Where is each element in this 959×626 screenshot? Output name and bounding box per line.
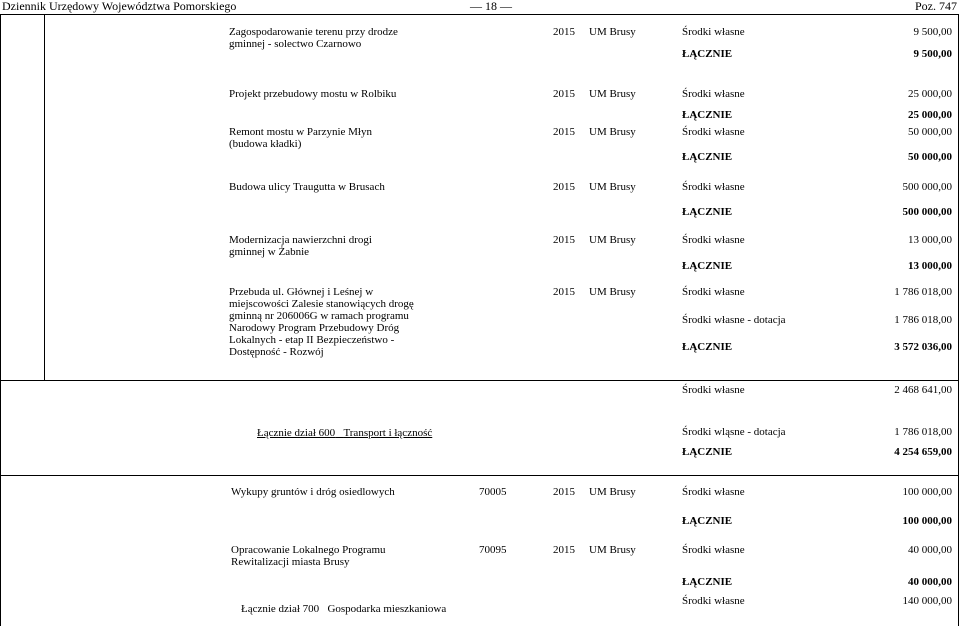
total-amount: 13 000,00 [908,260,952,272]
funding-amount: 13 000,00 [908,234,952,246]
total-label: ŁĄCZNIE [682,48,733,60]
page-number: — 18 — [470,0,512,13]
total-amount: 50 000,00 [908,151,952,163]
funding-amount: 500 000,00 [902,181,952,193]
journal-title: Dziennik Urzędowy Województwa Pomorskiego [2,0,237,13]
summary-source-1: Środki własne [682,595,745,607]
funding-amount: 1 786 018,00 [894,286,952,298]
total-label: ŁĄCZNIE [682,576,733,588]
section-total-name: Gospodarka mieszkaniowa [327,603,447,615]
total-label: ŁĄCZNIE [682,151,733,163]
task-unit: UM Brusy [589,88,636,100]
task-year: 2015 [553,88,575,100]
summary-amount-1: 140 000,00 [902,595,952,607]
funding-amount: 25 000,00 [908,88,952,100]
task-year: 2015 [553,544,575,556]
funding-source: Środki własne [682,181,745,193]
total-label: ŁĄCZNIE [682,260,733,272]
task-description: Przebuda ul. Głównej i Leśnej w miejscowości Zalesie stanowiących drogę gminną nr 206006G w ramach programu Narodowy Program Przebudowy Dróg Lokalnych - etap II Bezpieczeństwo - Dostępność - Rozwój [229,286,414,358]
table-border-left [0,14,1,626]
total-label: ŁĄCZNIE [682,341,733,353]
funding-source: Środki własne [682,286,745,298]
funding-amount: 9 500,00 [913,26,952,38]
funding-source: Środki własne [682,126,745,138]
task-unit: UM Brusy [589,126,636,138]
total-amount: 40 000,00 [908,576,952,588]
total-amount: 3 572 036,00 [894,341,952,353]
summary-amount-2: 1 786 018,00 [894,426,952,438]
task-year: 2015 [553,26,575,38]
total-label: ŁĄCZNIE [682,109,733,121]
task-description: Modernizacja nawierzchni drogi gminnej w Żabnie [229,234,372,258]
section-total-title: Łącznie dział 700 [241,603,320,615]
task-description: Budowa ulicy Traugutta w Brusach [229,181,385,193]
funding-source: Środki własne [682,88,745,100]
task-unit: UM Brusy [589,286,636,298]
funding-amount-2: 1 786 018,00 [894,314,952,326]
summary-amount-1: 2 468 641,00 [894,384,952,396]
position-ref: Poz. 747 [915,0,957,13]
funding-source: Środki własne [682,486,745,498]
task-unit: UM Brusy [589,181,636,193]
page-header [0,0,959,14]
task-description: Wykupy gruntów i dróg osiedlowych [231,486,395,498]
header-divider [0,14,959,15]
task-description: Remont mostu w Parzynie Młyn (budowa kładki) [229,126,372,150]
task-year: 2015 [553,486,575,498]
task-unit: UM Brusy [589,234,636,246]
task-code: 70095 [479,544,507,556]
task-year: 2015 [553,234,575,246]
task-description: Projekt przebudowy mostu w Rolbiku [229,88,397,100]
total-amount: 500 000,00 [902,206,952,218]
section-total-title: Łącznie dział 600 [257,427,336,439]
summary-source-2: Środki wląsne - dotacja [682,426,786,438]
funding-source: Środki własne [682,544,745,556]
funding-amount: 50 000,00 [908,126,952,138]
task-year: 2015 [553,181,575,193]
funding-amount: 40 000,00 [908,544,952,556]
section-total-label [257,427,432,439]
funding-source: Środki własne [682,26,745,38]
total-amount: 25 000,00 [908,109,952,121]
section-divider [0,475,959,476]
total-amount: 9 500,00 [913,48,952,60]
task-code: 70005 [479,486,507,498]
total-amount: 4 254 659,00 [894,446,952,458]
total-label: ŁĄCZNIE [682,515,733,527]
section-total-label [241,603,446,615]
funding-source-2: Środki własne - dotacja [682,314,786,326]
task-year: 2015 [553,286,575,298]
task-unit: UM Brusy [589,544,636,556]
summary-source-1: Środki własne [682,384,745,396]
funding-amount: 100 000,00 [902,486,952,498]
total-label: ŁĄCZNIE [682,206,733,218]
column-divider [44,14,45,380]
total-label: ŁĄCZNIE [682,446,733,458]
task-unit: UM Brusy [589,486,636,498]
task-description: Opracowanie Lokalnego Programu Rewitalizacji miasta Brusy [231,544,386,568]
task-year: 2015 [553,126,575,138]
section-total-name: Transport i łączność [343,427,433,439]
total-amount: 100 000,00 [902,515,952,527]
task-description: Zagospodarowanie terenu przy drodze gminnej - solectwo Czarnowo [229,26,398,50]
section-divider [0,380,959,381]
funding-source: Środki własne [682,234,745,246]
task-unit: UM Brusy [589,26,636,38]
